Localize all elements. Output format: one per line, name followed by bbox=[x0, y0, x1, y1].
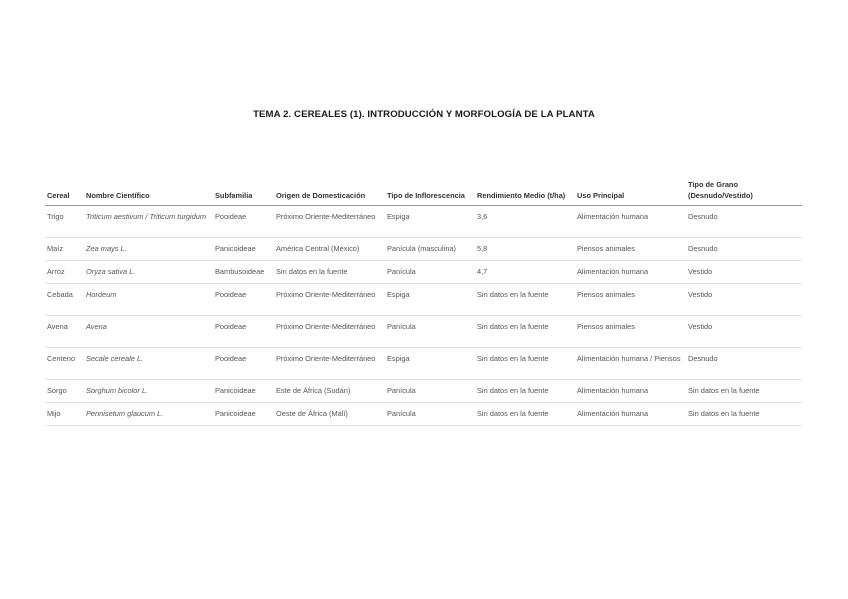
cell-subfamily: Panicoideae bbox=[213, 380, 274, 403]
cell-scientific-name: Pennisetum glaucum L. bbox=[84, 403, 213, 426]
table-row bbox=[45, 238, 802, 261]
table-row bbox=[45, 284, 802, 316]
cereals-table bbox=[45, 179, 802, 426]
table-row bbox=[45, 316, 802, 348]
cell-subfamily: Pooideae bbox=[213, 316, 274, 348]
cell-yield: 3,6 bbox=[475, 206, 575, 238]
cell-inflorescence: Panícula (masculina) bbox=[385, 238, 475, 261]
cell-origin: Oeste de África (Malí) bbox=[274, 403, 385, 426]
cell-grain-type: Sin datos en la fuente bbox=[686, 403, 802, 426]
cell-origin: Próximo Oriente-Mediterráneo bbox=[274, 316, 385, 348]
header-grain-type: Tipo de Grano (Desnudo/Vestido) bbox=[686, 179, 802, 206]
cell-yield: 5,8 bbox=[475, 238, 575, 261]
cell-subfamily: Bambusoideae bbox=[213, 261, 274, 284]
table-row bbox=[45, 261, 802, 284]
cell-subfamily: Pooideae bbox=[213, 348, 274, 380]
header-subfamily: Subfamilia bbox=[213, 179, 274, 206]
cell-use: Alimentación humana / Piensos bbox=[575, 348, 686, 380]
cell-yield: Sin datos en la fuente bbox=[475, 284, 575, 316]
cell-origin: Próximo Oriente-Mediterráneo bbox=[274, 348, 385, 380]
cell-use: Piensos animales bbox=[575, 284, 686, 316]
cell-grain-type: Vestido bbox=[686, 284, 802, 316]
page-title: TEMA 2. CEREALES (1). INTRODUCCIÓN Y MORFOLOGÍA DE LA PLANTA bbox=[253, 109, 595, 120]
cell-cereal: Avena bbox=[45, 316, 84, 348]
header-domestication-origin: Origen de Domesticación bbox=[274, 179, 385, 206]
cell-scientific-name: Triticum aestivum / Triticum turgidum bbox=[84, 206, 213, 238]
header-main-use: Uso Principal bbox=[575, 179, 686, 206]
cell-use: Alimentación humana bbox=[575, 261, 686, 284]
cell-origin: América Central (México) bbox=[274, 238, 385, 261]
cell-cereal: Cebada bbox=[45, 284, 84, 316]
cell-use: Piensos animales bbox=[575, 238, 686, 261]
cell-grain-type: Desnudo bbox=[686, 348, 802, 380]
table-row bbox=[45, 380, 802, 403]
cell-grain-type: Vestido bbox=[686, 261, 802, 284]
table-row bbox=[45, 206, 802, 238]
cell-subfamily: Panicoideae bbox=[213, 238, 274, 261]
cell-grain-type: Desnudo bbox=[686, 206, 802, 238]
cell-cereal: Mijo bbox=[45, 403, 84, 426]
cell-scientific-name: Oryza sativa L. bbox=[84, 261, 213, 284]
cell-origin: Próximo Oriente-Mediterráneo bbox=[274, 284, 385, 316]
table-header-row bbox=[45, 179, 802, 206]
cell-inflorescence: Panícula bbox=[385, 261, 475, 284]
cell-subfamily: Pooideae bbox=[213, 206, 274, 238]
cell-cereal: Centeno bbox=[45, 348, 84, 380]
cell-grain-type: Desnudo bbox=[686, 238, 802, 261]
cell-cereal: Maíz bbox=[45, 238, 84, 261]
cell-inflorescence: Panícula bbox=[385, 380, 475, 403]
header-inflorescence-type: Tipo de Inflorescencia bbox=[385, 179, 475, 206]
cell-inflorescence: Espiga bbox=[385, 206, 475, 238]
cell-cereal: Sorgo bbox=[45, 380, 84, 403]
cell-scientific-name: Zea mays L. bbox=[84, 238, 213, 261]
cell-scientific-name: Sorghum bicolor L. bbox=[84, 380, 213, 403]
cell-grain-type: Sin datos en la fuente bbox=[686, 380, 802, 403]
cell-use: Piensos animales bbox=[575, 316, 686, 348]
header-average-yield: Rendimiento Medio (t/ha) bbox=[475, 179, 575, 206]
cell-scientific-name: Hordeum bbox=[84, 284, 213, 316]
table-row bbox=[45, 403, 802, 426]
cell-cereal: Trigo bbox=[45, 206, 84, 238]
cell-subfamily: Pooideae bbox=[213, 284, 274, 316]
header-scientific-name: Nombre Científico bbox=[84, 179, 213, 206]
cell-yield: Sin datos en la fuente bbox=[475, 403, 575, 426]
cell-use: Alimentación humana bbox=[575, 403, 686, 426]
cell-inflorescence: Espiga bbox=[385, 284, 475, 316]
cell-grain-type: Vestido bbox=[686, 316, 802, 348]
cell-origin: Este de África (Sudán) bbox=[274, 380, 385, 403]
cell-scientific-name: Avena bbox=[84, 316, 213, 348]
table-row bbox=[45, 348, 802, 380]
cell-yield: Sin datos en la fuente bbox=[475, 380, 575, 403]
cell-subfamily: Panicoideae bbox=[213, 403, 274, 426]
cell-cereal: Arroz bbox=[45, 261, 84, 284]
cell-yield: Sin datos en la fuente bbox=[475, 348, 575, 380]
cell-origin: Sin datos en la fuente bbox=[274, 261, 385, 284]
cell-yield: Sin datos en la fuente bbox=[475, 316, 575, 348]
cell-use: Alimentación humana bbox=[575, 206, 686, 238]
header-cereal: Cereal bbox=[45, 179, 84, 206]
cell-scientific-name: Secale cereale L. bbox=[84, 348, 213, 380]
cell-inflorescence: Panícula bbox=[385, 403, 475, 426]
cell-inflorescence: Panícula bbox=[385, 316, 475, 348]
cell-origin: Próximo Oriente-Mediterráneo bbox=[274, 206, 385, 238]
cell-use: Alimentación humana bbox=[575, 380, 686, 403]
cell-inflorescence: Espiga bbox=[385, 348, 475, 380]
cell-yield: 4,7 bbox=[475, 261, 575, 284]
